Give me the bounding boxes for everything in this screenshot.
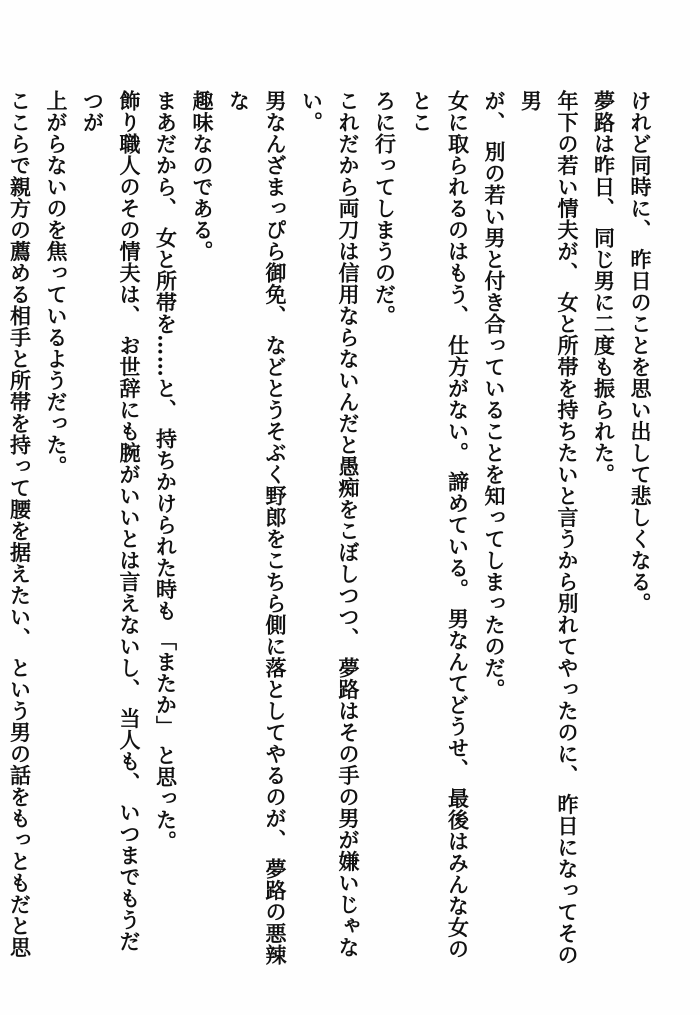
text-line: 女に取られるのはもう、 仕方がない。 諦めている。 男なんてどうせ、 最後はみんな女のとこ — [409, 90, 471, 960]
text-line: ろに行ってしまうのだ。 — [372, 90, 398, 327]
text-line: ここらで親方の薦める相手と所帯を持って腰を据えたい、 という男の話をもっともだと思 — [7, 90, 33, 958]
text-line: 男なんざまっぴら御免、 などとうそぶく野郎をこちら側に落としてやるのが、 夢路の悪辣な — [226, 90, 288, 966]
text-line: い。 — [299, 90, 325, 133]
text-line: 飾り職人のその情夫は、 お世辞にも腕がいいとは言えないし、 当人も、 いつまでもうだつが — [80, 90, 142, 952]
text-line: が、 別の若い男と付き合っていることを知ってしまったのだ。 — [482, 90, 507, 700]
vertical-text-body — [0, 90, 658, 970]
text-line: 夢路は昨日、 同じ男に二度も振られた。 — [591, 90, 617, 485]
text-line: これだから両刀は信用ならないんだと愚痴をこぼしつつ、 夢路はその手の男が嫌いじゃな — [336, 90, 361, 958]
text-line: まあだから、 女と所帯を……と、 持ちかけられた時も 「またか」 と思った。 — [153, 90, 179, 853]
text-line: 年下の若い情夫が、 女と所帯を持ちたいと言うから別れてやったのに、 昨日になってその男 — [518, 90, 580, 966]
text-line: 上がらないのを焦っているようだった。 — [44, 90, 69, 477]
text-line: けれど同時に、 昨日のことを思い出して悲しくなる。 — [628, 90, 653, 614]
text-line: 趣味なのである。 — [190, 90, 215, 262]
